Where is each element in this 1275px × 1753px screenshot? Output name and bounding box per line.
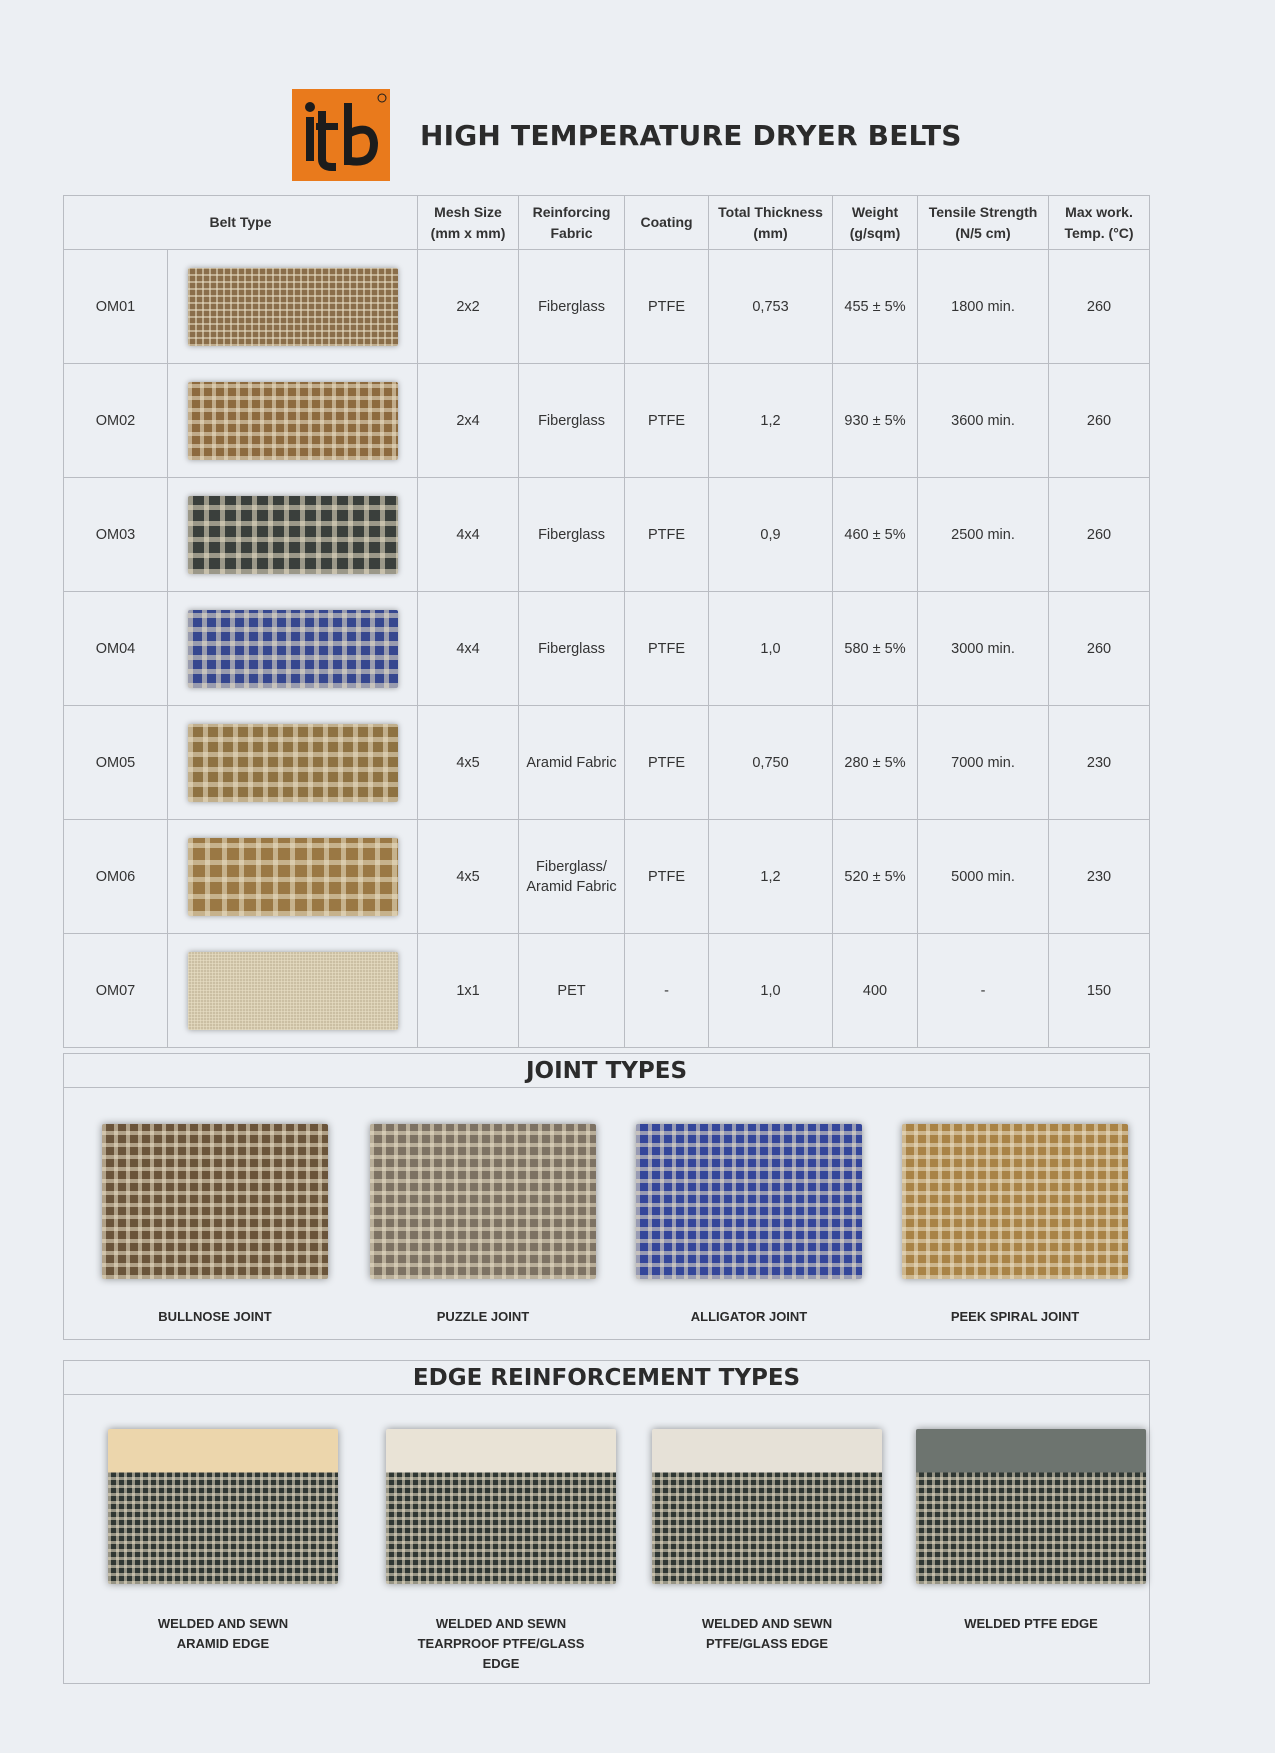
cell-tensile-text: 5000 min. <box>951 868 1015 885</box>
table-header-row <box>64 196 1150 250</box>
cell-mesh <box>418 592 519 706</box>
header-reinforcing-fabric: Reinforcing Fabric <box>519 196 625 250</box>
header <box>292 89 962 181</box>
cell-mesh-text: 1x1 <box>456 982 480 999</box>
belt-swatch-image <box>188 496 398 574</box>
table-row <box>64 706 1150 820</box>
cell-mesh-text: 4x4 <box>456 640 480 657</box>
page-title: HIGH TEMPERATURE DRYER BELTS <box>420 118 962 152</box>
cell-tensile <box>918 706 1049 820</box>
cell-mesh-text: 4x5 <box>456 868 480 885</box>
cell-swatch <box>168 592 418 706</box>
cell-mesh-text: 4x5 <box>456 754 480 771</box>
joint-types-section <box>63 1053 1150 1340</box>
cell-thickness <box>709 706 833 820</box>
table-row <box>64 934 1150 1048</box>
cell-code <box>64 934 168 1048</box>
cell-mesh <box>418 364 519 478</box>
belt-swatch-image <box>188 382 398 460</box>
cell-weight <box>833 934 918 1048</box>
cell-mesh-text: 4x4 <box>456 526 480 543</box>
belt-swatch-image <box>188 724 398 802</box>
edge-caption <box>896 1614 1166 1634</box>
cell-coating <box>625 820 709 934</box>
cell-tensile <box>918 934 1049 1048</box>
cell-coating <box>625 478 709 592</box>
cell-mesh <box>418 934 519 1048</box>
cell-tensile <box>918 364 1049 478</box>
cell-tensile <box>918 820 1049 934</box>
cell-weight-text: 455 ± 5% <box>844 298 906 315</box>
table-row <box>64 592 1150 706</box>
cell-coating <box>625 706 709 820</box>
cell-code <box>64 820 168 934</box>
cell-coating-text: PTFE <box>647 640 686 657</box>
cell-swatch <box>168 250 418 364</box>
belt-table <box>63 195 1150 1048</box>
cell-coating <box>625 250 709 364</box>
cell-thickness <box>709 478 833 592</box>
cell-weight <box>833 706 918 820</box>
belt-swatch-image <box>188 952 398 1030</box>
edge-caption-line: TEARPROOF PTFE/GLASS <box>417 1636 585 1651</box>
cell-weight <box>833 478 918 592</box>
cell-coating-text: PTFE <box>647 298 686 315</box>
cell-temp <box>1049 934 1150 1048</box>
cell-code <box>64 706 168 820</box>
cell-tensile <box>918 250 1049 364</box>
itb-logo-icon <box>292 89 390 181</box>
cell-thickness <box>709 820 833 934</box>
cell-tensile-text: 1800 min. <box>951 298 1015 315</box>
cell-fabric <box>519 934 625 1048</box>
cell-coating-text: PTFE <box>647 868 686 885</box>
cell-thickness <box>709 364 833 478</box>
cell-fabric-text: Fiberglass <box>538 298 605 315</box>
cell-mesh <box>418 250 519 364</box>
itb-logo <box>292 89 390 181</box>
edge-caption <box>88 1614 358 1654</box>
cell-temp <box>1049 478 1150 592</box>
table-row <box>64 250 1150 364</box>
cell-code-text: OM01 <box>95 298 136 315</box>
cell-weight-text: 400 <box>862 982 888 999</box>
joint-photo <box>370 1124 596 1279</box>
cell-swatch <box>168 478 418 592</box>
cell-thickness-text: 1,2 <box>760 868 781 885</box>
cell-temp <box>1049 820 1150 934</box>
edge-photo <box>108 1429 338 1584</box>
cell-tensile-text: - <box>980 982 986 999</box>
cell-thickness <box>709 592 833 706</box>
joint-caption: PUZZLE JOINT <box>436 1309 530 1324</box>
cell-coating <box>625 592 709 706</box>
cell-coating-text: - <box>664 982 669 999</box>
cell-weight <box>833 820 918 934</box>
cell-fabric-text: Fiberglass/ Aramid Fabric <box>526 858 617 895</box>
joint-caption: PEEK SPIRAL JOINT <box>950 1309 1080 1324</box>
cell-thickness-text: 0,9 <box>760 526 781 543</box>
edge-photo <box>916 1429 1146 1584</box>
belt-swatch-image <box>188 838 398 916</box>
cell-fabric-text: Fiberglass <box>538 640 605 657</box>
cell-fabric-text: Fiberglass <box>538 412 605 429</box>
cell-mesh <box>418 478 519 592</box>
cell-weight-text: 520 ± 5% <box>844 868 906 885</box>
cell-fabric <box>519 478 625 592</box>
cell-thickness-text: 1,2 <box>760 412 781 429</box>
cell-code <box>64 364 168 478</box>
cell-thickness-text: 1,0 <box>760 640 781 657</box>
cell-fabric <box>519 592 625 706</box>
cell-thickness <box>709 250 833 364</box>
header-max-temp: Max work. Temp. (°C) <box>1049 196 1150 250</box>
edge-caption-line: WELDED AND SEWN <box>435 1616 567 1631</box>
joint-caption: ALLIGATOR JOINT <box>690 1309 808 1324</box>
cell-temp-text: 230 <box>1086 868 1112 885</box>
joint-photo <box>102 1124 328 1279</box>
cell-weight-text: 280 ± 5% <box>844 754 906 771</box>
cell-fabric <box>519 706 625 820</box>
cell-tensile-text: 7000 min. <box>951 754 1015 771</box>
cell-temp-text: 150 <box>1086 982 1112 999</box>
cell-tensile-text: 3600 min. <box>951 412 1015 429</box>
edge-types-title: EDGE REINFORCEMENT TYPES <box>64 1361 1149 1395</box>
cell-code <box>64 592 168 706</box>
cell-temp-text: 260 <box>1086 526 1112 543</box>
cell-fabric-text: Fiberglass <box>538 526 605 543</box>
cell-coating <box>625 934 709 1048</box>
belt-swatch-image <box>188 610 398 688</box>
cell-code <box>64 250 168 364</box>
edge-caption-line: WELDED AND SEWN <box>157 1616 289 1631</box>
table-row <box>64 364 1150 478</box>
cell-coating-text: PTFE <box>647 412 686 429</box>
cell-temp-text: 260 <box>1086 298 1112 315</box>
header-coating: Coating <box>625 196 709 250</box>
edge-caption <box>632 1614 902 1654</box>
cell-coating-text: PTFE <box>647 526 686 543</box>
cell-mesh-text: 2x4 <box>456 412 480 429</box>
cell-weight-text: 580 ± 5% <box>844 640 906 657</box>
cell-weight <box>833 592 918 706</box>
cell-fabric <box>519 250 625 364</box>
joint-types-title: JOINT TYPES <box>64 1054 1149 1088</box>
belt-swatch-image <box>188 268 398 346</box>
cell-weight-text: 460 ± 5% <box>844 526 906 543</box>
cell-tensile-text: 3000 min. <box>951 640 1015 657</box>
header-tensile-strength: Tensile Strength (N/5 cm) <box>918 196 1049 250</box>
cell-swatch <box>168 706 418 820</box>
edge-caption <box>366 1614 636 1674</box>
cell-coating <box>625 364 709 478</box>
cell-temp <box>1049 250 1150 364</box>
cell-temp-text: 260 <box>1086 412 1112 429</box>
edge-photo <box>652 1429 882 1584</box>
cell-code-text: OM07 <box>95 982 136 999</box>
cell-mesh <box>418 706 519 820</box>
cell-temp <box>1049 592 1150 706</box>
joint-caption: BULLNOSE JOINT <box>158 1309 272 1324</box>
cell-thickness <box>709 934 833 1048</box>
cell-thickness-text: 1,0 <box>760 982 781 999</box>
edge-caption-line: EDGE <box>482 1656 520 1671</box>
cell-code <box>64 478 168 592</box>
header-mesh-size: Mesh Size (mm x mm) <box>418 196 519 250</box>
cell-tensile-text: 2500 min. <box>951 526 1015 543</box>
joint-photo <box>902 1124 1128 1279</box>
cell-thickness-text: 0,753 <box>752 298 789 315</box>
edge-photo <box>386 1429 616 1584</box>
cell-weight-text: 930 ± 5% <box>844 412 906 429</box>
cell-temp-text: 230 <box>1086 754 1112 771</box>
cell-code-text: OM02 <box>95 412 136 429</box>
cell-swatch <box>168 364 418 478</box>
cell-mesh <box>418 820 519 934</box>
cell-temp-text: 260 <box>1086 640 1112 657</box>
cell-tensile <box>918 478 1049 592</box>
cell-weight <box>833 250 918 364</box>
header-total-thickness: Total Thickness (mm) <box>709 196 833 250</box>
table-row <box>64 820 1150 934</box>
cell-code-text: OM06 <box>95 868 136 885</box>
cell-thickness-text: 0,750 <box>752 754 789 771</box>
cell-fabric <box>519 364 625 478</box>
edge-caption-line: WELDED AND SEWN <box>701 1616 833 1631</box>
table-row <box>64 478 1150 592</box>
cell-fabric-text: Aramid Fabric <box>526 754 617 771</box>
cell-fabric <box>519 820 625 934</box>
cell-coating-text: PTFE <box>647 754 686 771</box>
cell-temp <box>1049 706 1150 820</box>
edge-caption-line: ARAMID EDGE <box>176 1636 270 1651</box>
header-belt-type: Belt Type <box>64 196 418 250</box>
cell-swatch <box>168 934 418 1048</box>
edge-types-section <box>63 1360 1150 1684</box>
cell-code-text: OM03 <box>95 526 136 543</box>
cell-fabric-text: PET <box>557 982 586 999</box>
edge-caption-line: PTFE/GLASS EDGE <box>705 1636 829 1651</box>
cell-mesh-text: 2x2 <box>456 298 480 315</box>
cell-code-text: OM04 <box>95 640 136 657</box>
header-weight: Weight (g/sqm) <box>833 196 918 250</box>
cell-temp <box>1049 364 1150 478</box>
cell-swatch <box>168 820 418 934</box>
cell-weight <box>833 364 918 478</box>
cell-tensile <box>918 592 1049 706</box>
joint-photo <box>636 1124 862 1279</box>
edge-caption-line: WELDED PTFE EDGE <box>964 1616 1098 1631</box>
cell-code-text: OM05 <box>95 754 136 771</box>
